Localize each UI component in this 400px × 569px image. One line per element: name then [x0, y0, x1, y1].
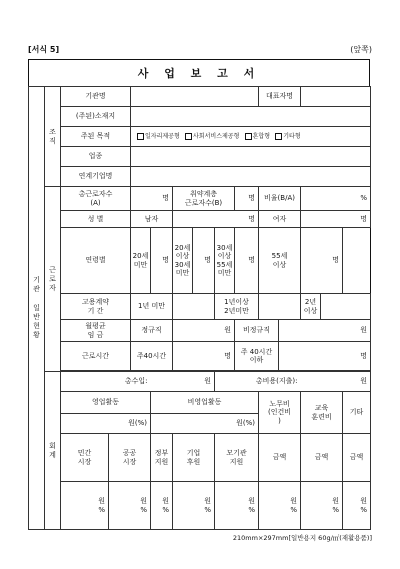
unit-pct: %: [290, 505, 297, 514]
parent-support-label: 모기관 지원: [215, 434, 259, 482]
contract-under-1y-field[interactable]: [173, 294, 215, 320]
gov-support-label: 정부 지원: [151, 434, 173, 482]
unit-pct: %: [204, 505, 211, 514]
agency-name-field[interactable]: [131, 87, 259, 107]
other-cost-label: 기타: [343, 392, 371, 434]
unit-pct: %: [332, 505, 339, 514]
training-amount-label: 금액: [301, 434, 343, 482]
non-business-activity-label: 비영업활동: [151, 392, 259, 414]
age-label: 연령별: [61, 228, 131, 294]
option-job-type: 일자리제공형: [145, 133, 180, 141]
total-revenue-label: 총수입:: [61, 372, 151, 392]
total-workers-label: 총근로자수 (A): [61, 187, 131, 211]
contract-1-2y-field[interactable]: [259, 294, 301, 320]
linked-company-field[interactable]: [131, 167, 371, 187]
address-label: (주된)소재지: [61, 107, 131, 127]
age-over-55-label: 55세 이상: [259, 228, 301, 294]
form-number: [서식 5]: [28, 45, 60, 54]
unit-pct: %: [140, 505, 147, 514]
checkbox-other[interactable]: [275, 133, 282, 140]
age-20-30-field[interactable]: 명: [193, 228, 215, 294]
corp-sponsor-field[interactable]: [173, 482, 215, 530]
age-under-20-field[interactable]: 명: [151, 228, 173, 294]
unit-pct: %: [360, 505, 367, 514]
training-cost-label: 교육 훈련비: [301, 392, 343, 434]
unit-pct: %: [98, 505, 105, 514]
labor-amount-label: 금액: [259, 434, 301, 482]
representative-label: 대표자명: [259, 87, 301, 107]
option-other: 기타형: [283, 133, 301, 141]
agency-name-label: 기관명: [61, 87, 131, 107]
checkbox-social-service[interactable]: [185, 133, 192, 140]
other-amount-label: 금액: [343, 434, 371, 482]
unit-won: 원: [140, 497, 147, 506]
hours-40-label: 주40시간: [131, 342, 173, 371]
female-count-field[interactable]: 명: [301, 211, 371, 228]
business-activity-field[interactable]: 원(%): [61, 414, 151, 434]
unit-pct: %: [162, 505, 169, 514]
business-report-form: [28, 86, 371, 530]
ratio-field[interactable]: %: [301, 187, 371, 211]
parent-support-field[interactable]: [215, 482, 259, 530]
purpose-label: 주된 목적: [61, 127, 131, 147]
section-account: 회계: [45, 372, 61, 530]
hours-under-40-label: 주 40시간 이하: [235, 342, 279, 371]
unit-won: 원: [98, 497, 105, 506]
unit-won: 원: [162, 497, 169, 506]
industry-label: 업종: [61, 147, 131, 167]
ratio-label: 비율(B/A): [259, 187, 301, 211]
public-market-field[interactable]: [109, 482, 151, 530]
corp-sponsor-label: 기업 후원: [173, 434, 215, 482]
contract-over-2y-label: 2년 이상: [301, 294, 321, 320]
total-expense-label: 총비용(지출):: [215, 372, 301, 392]
hours-40-field[interactable]: 명: [173, 342, 235, 371]
section-org: 조직: [45, 87, 61, 187]
page-title: 사 업 보 고 서: [28, 59, 370, 86]
option-social-service: 사회서비스제공형: [193, 133, 240, 141]
purpose-options: [131, 127, 371, 147]
age-30-55-field[interactable]: 명: [235, 228, 259, 294]
section-workers: 근로자: [45, 187, 61, 372]
hours-under-40-field[interactable]: 명: [279, 342, 371, 371]
contract-over-2y-field[interactable]: [321, 294, 371, 320]
male-label: 남자: [131, 211, 173, 228]
vulnerable-workers-field[interactable]: 명: [235, 187, 259, 211]
male-count-field[interactable]: 명: [173, 211, 259, 228]
unit-pct: %: [248, 505, 255, 514]
representative-field[interactable]: [301, 87, 371, 107]
age-20-30-label: 20세 이상 30세 미만: [173, 228, 193, 294]
age-under-20-label: 20세 미만: [131, 228, 151, 294]
gov-support-field[interactable]: [151, 482, 173, 530]
non-business-activity-field[interactable]: 원(%): [151, 414, 259, 434]
contract-under-1y-label: 1년 미만: [131, 294, 173, 320]
checkbox-job-type[interactable]: [137, 133, 144, 140]
private-market-field[interactable]: [61, 482, 109, 530]
checkbox-mixed[interactable]: [245, 133, 252, 140]
training-amount-field[interactable]: [301, 482, 343, 530]
total-expense-field[interactable]: 원: [301, 372, 371, 392]
address-field[interactable]: [131, 107, 371, 127]
option-mixed: 혼합형: [252, 133, 271, 141]
public-market-label: 공공 시장: [109, 434, 151, 482]
unit-won: 원: [332, 497, 339, 506]
unit-won: 원: [290, 497, 297, 506]
section-general: 기관 일반현황: [29, 87, 45, 530]
unit-won: 원: [204, 497, 211, 506]
labor-amount-field[interactable]: [259, 482, 301, 530]
wage-regular-field[interactable]: 원: [173, 320, 235, 342]
unit-won: 원: [360, 497, 367, 506]
linked-company-label: 연계기업명: [61, 167, 131, 187]
gender-label: 성 별: [61, 211, 131, 228]
other-amount-field[interactable]: [343, 482, 371, 530]
contract-1-2y-label: 1년이상 2년미만: [215, 294, 259, 320]
page-side-label: (앞쪽): [350, 45, 372, 54]
age-over-55-field[interactable]: 명: [301, 228, 343, 294]
paper-spec-note: 210mm×297mm[일반용지 60g/㎡(재활용품)]: [232, 534, 372, 542]
vulnerable-workers-label: 취약계층 근로자수(B): [173, 187, 235, 211]
unit-won: 원: [248, 497, 255, 506]
industry-field[interactable]: [131, 147, 371, 167]
wage-regular-label: 정규직: [131, 320, 173, 342]
total-revenue-field[interactable]: 원: [151, 372, 215, 392]
wage-nonregular-label: 비정규직: [235, 320, 279, 342]
private-market-label: 민간 시장: [61, 434, 109, 482]
hours-label: 근로시간: [61, 342, 131, 371]
business-activity-label: 영업활동: [61, 392, 151, 414]
total-workers-field[interactable]: 명: [131, 187, 173, 211]
labor-cost-label: 노무비 (인건비 ): [259, 392, 301, 434]
contract-label: 고용계약 기 간: [61, 294, 131, 320]
female-label: 여자: [259, 211, 301, 228]
wage-nonregular-field[interactable]: 원: [279, 320, 371, 342]
wage-label: 월평균 임 금: [61, 320, 131, 342]
age-30-55-label: 30세 이상 55세 미만: [215, 228, 235, 294]
